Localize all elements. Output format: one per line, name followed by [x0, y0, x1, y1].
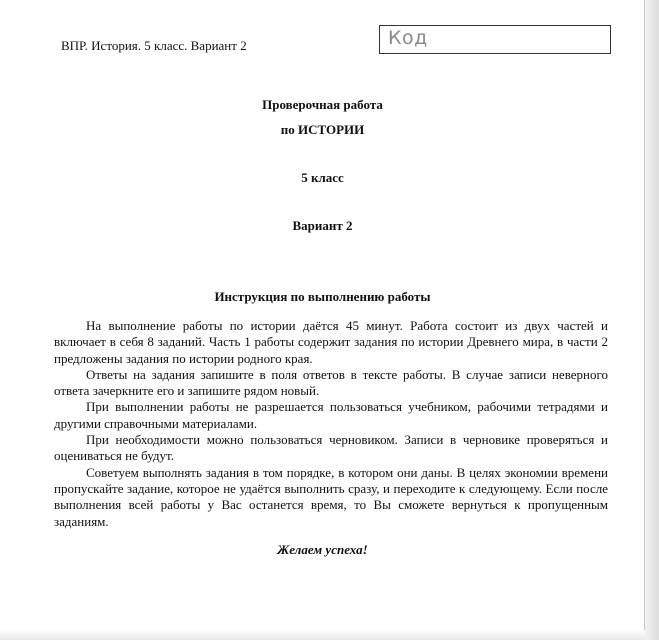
instruction-paragraph: Советуем выполнять задания в том порядке, в котором они даны. В целях экономии времени пропускайте задание, которое не удаётся выполнить сразу, и переходите к следующему. Если после выполнения всей работы у Вас останется время, то Вы сможете вернуться к пропущенным заданиям. — [54, 464, 608, 529]
variant-title: Вариант 2 — [292, 218, 353, 233]
instructions-heading: Инструкция по выполнению работы — [214, 289, 431, 304]
instructions-body — [54, 318, 608, 530]
closing-wish: Желаем успеха! — [277, 542, 368, 557]
header-subject-line: ВПР. История. 5 класс. Вариант 2 — [61, 38, 247, 53]
page-edge-right — [644, 0, 659, 640]
code-label: Код — [388, 27, 428, 49]
instruction-paragraph: Ответы на задания запишите в поля ответов в тексте работы. В случае записи неверного ответа зачеркните его и запишите рядом новый. — [54, 366, 608, 399]
instruction-paragraph: При необходимости можно пользоваться черновиком. Записи в черновике проверяться и оцениваться не будут. — [54, 432, 608, 464]
title-line-2: по ИСТОРИИ — [280, 122, 365, 137]
instruction-paragraph: На выполнение работы по истории даётся 45 минут. Работа состоит из двух частей и включает в себя 8 заданий. Часть 1 работы содержит задания по истории Древнего мира, в части 2 предложены задания по истории родного края. — [54, 318, 608, 366]
instruction-paragraph: При выполнении работы не разрешается пользоваться учебником, рабочими тетрадями и другими справочными материалами. — [54, 399, 608, 431]
title-line-1: Проверочная работа — [262, 97, 383, 112]
page-edge-bottom — [0, 630, 645, 640]
code-field[interactable] — [379, 25, 611, 54]
grade-title: 5 класс — [301, 170, 344, 185]
